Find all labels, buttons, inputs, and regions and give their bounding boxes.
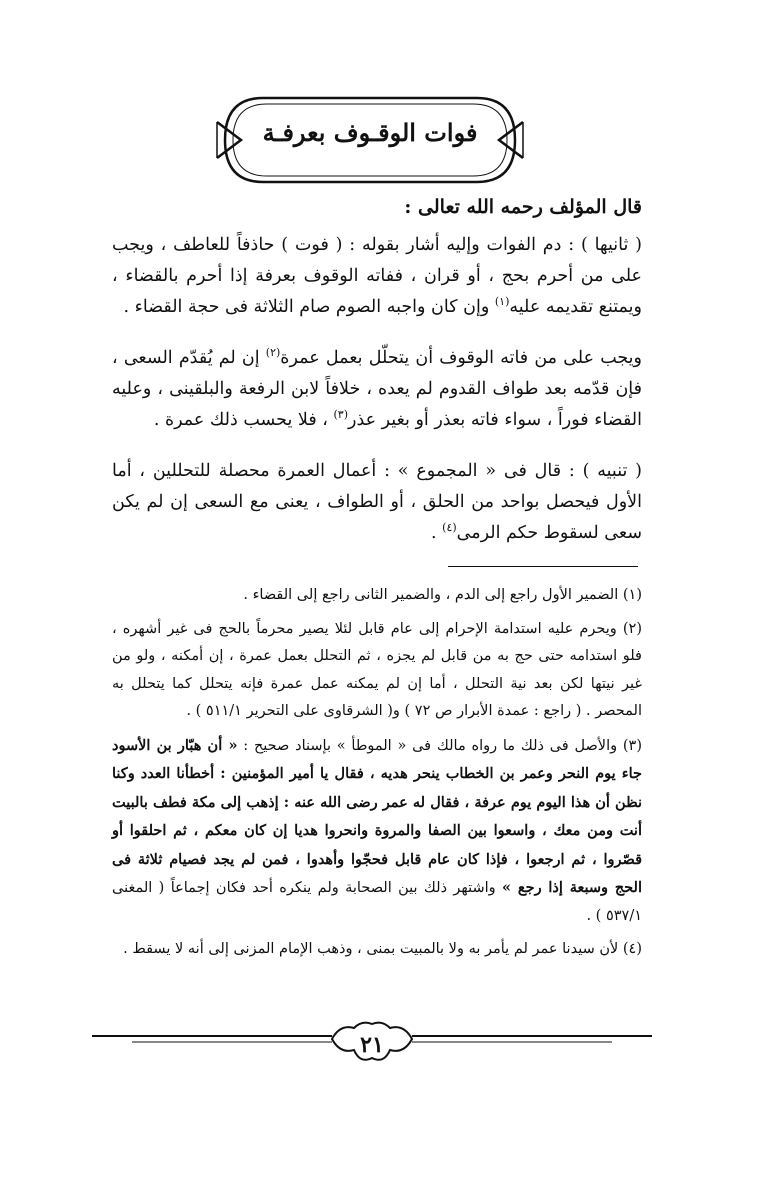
paragraph-2-end: ، فلا يحسب ذلك عمرة . [153, 410, 334, 430]
intro-line: قال المؤلف رحمه الله تعالى : [404, 196, 642, 218]
paragraph-1 [112, 230, 642, 323]
footnote-3 [112, 732, 642, 931]
paragraph-1-text: ( ثانيها ) : دم الفوات وإليه أشار بقوله : ( فوت ) حاذفاً للعاطف ، ويجب على من أحرم بحج ، أو قران ، ففاته الوقوف بعرفة إذا أحرم بالقضاء ، ويمتنع تقديمه عليه [112, 235, 642, 317]
footnote-divider [448, 566, 638, 567]
footnote-3-start: (٣) والأصل فى ذلك ما رواه مالك فى « الموطأ » بإسناد صحيح : [237, 737, 643, 754]
paragraph-3-start: ( تنبيه ) : قال فى « المجموع » : أعمال العمرة محصلة للتحللين ، أما الأول فيحصل بواحد من الحلق ، أو الطواف ، يعنى مع السعى إن لم يكن سعى لسقوط حكم الرمى [112, 461, 642, 543]
chapter-title-frame [215, 92, 525, 188]
paragraph-2-start: ويجب على من فاته الوقوف أن يتحلّل بعمل عمرة [280, 348, 642, 368]
footnote-2: (٢) ويحرم عليه استدامة الإحرام إلى عام قابل لئلا يصير محرماً بالحج فى غير أشهره ، فلو استدامه حتى حج به من قابل لم يجزه ، ثم التحلل بعمل عمرة ، إن أمكنه ، ولو من غير نيتها لكن بعد نية التحلل ، أما إن لم يمكنه عمل عمرة فإنه يتحلل كما يتحلل به المحصر . ( راجع : عمدة الأبرار ص ٧٢ ) و( الشرقاوى على التحرير ٥١١/١ ) . [112, 620, 642, 719]
paragraph-2-mid: إن لم يُقدّم السعى ، فإن قدّمه بعد طواف القدوم لم يعده ، خلافاً لابن الرفعة والبلقينى ، وعليه القضاء فوراً ، سواء فاته بعذر أو بغير عذر [112, 348, 642, 430]
chapter-title: فوات الوقـوف بعرفـة [262, 118, 478, 147]
footnote-ref-1: (١) [494, 295, 510, 309]
page-footer [92, 1020, 652, 1080]
footnote-ref-4: (٤) [442, 521, 457, 535]
page-number: ٢١ [360, 1032, 384, 1058]
paragraph-3 [112, 456, 642, 549]
footnote-1: (١) الضمير الأول راجع إلى الدم ، والضمير الثانى راجع إلى القضاء . [243, 587, 642, 603]
footnote-4: (٤) لأن سيدنا عمر لم يأمر به ولا بالمبيت بمنى ، وذهب الإمام المزنى إلى أنه لا يسقط . [123, 941, 642, 957]
paragraph-1-end: وإن كان واجبه الصوم صام الثلاثة فى حجة القضاء . [123, 297, 495, 317]
footnote-ref-2: (٢) [265, 346, 281, 360]
paragraph-3-end: . [431, 523, 443, 543]
paragraph-2 [112, 343, 642, 436]
footnote-ref-3: (٣) [333, 408, 348, 422]
footnote-3-quote: « أن هبّار بن الأسود جاء يوم النحر وعمر بن الخطاب ينحر هديه ، فقال يا أمير المؤمنين : أخطأنا العدد وكنا نظن أن هذا اليوم يوم عرفة ، فقال له عمر رضى الله عنه : إذهب إلى مكة فطف بالبيت أنت ومن معك ، واسعوا بين الصفا والمروة وانحروا هديا إن كان معكم ، ثم احلقوا أو قصّروا ، ثم ارجعوا ، فإذا كان عام قابل فحجّوا وأهدوا ، فمن لم يجد فصيام ثلاثة فى الحج وسبعة إذا رجع » [112, 736, 642, 896]
footnotes [112, 582, 642, 970]
footnote-3-end: واشتهر ذلك بين الصحابة ولم ينكره أحد فكان إجماعاً ( المغنى ٥٣٧/١ ) . [112, 880, 642, 924]
